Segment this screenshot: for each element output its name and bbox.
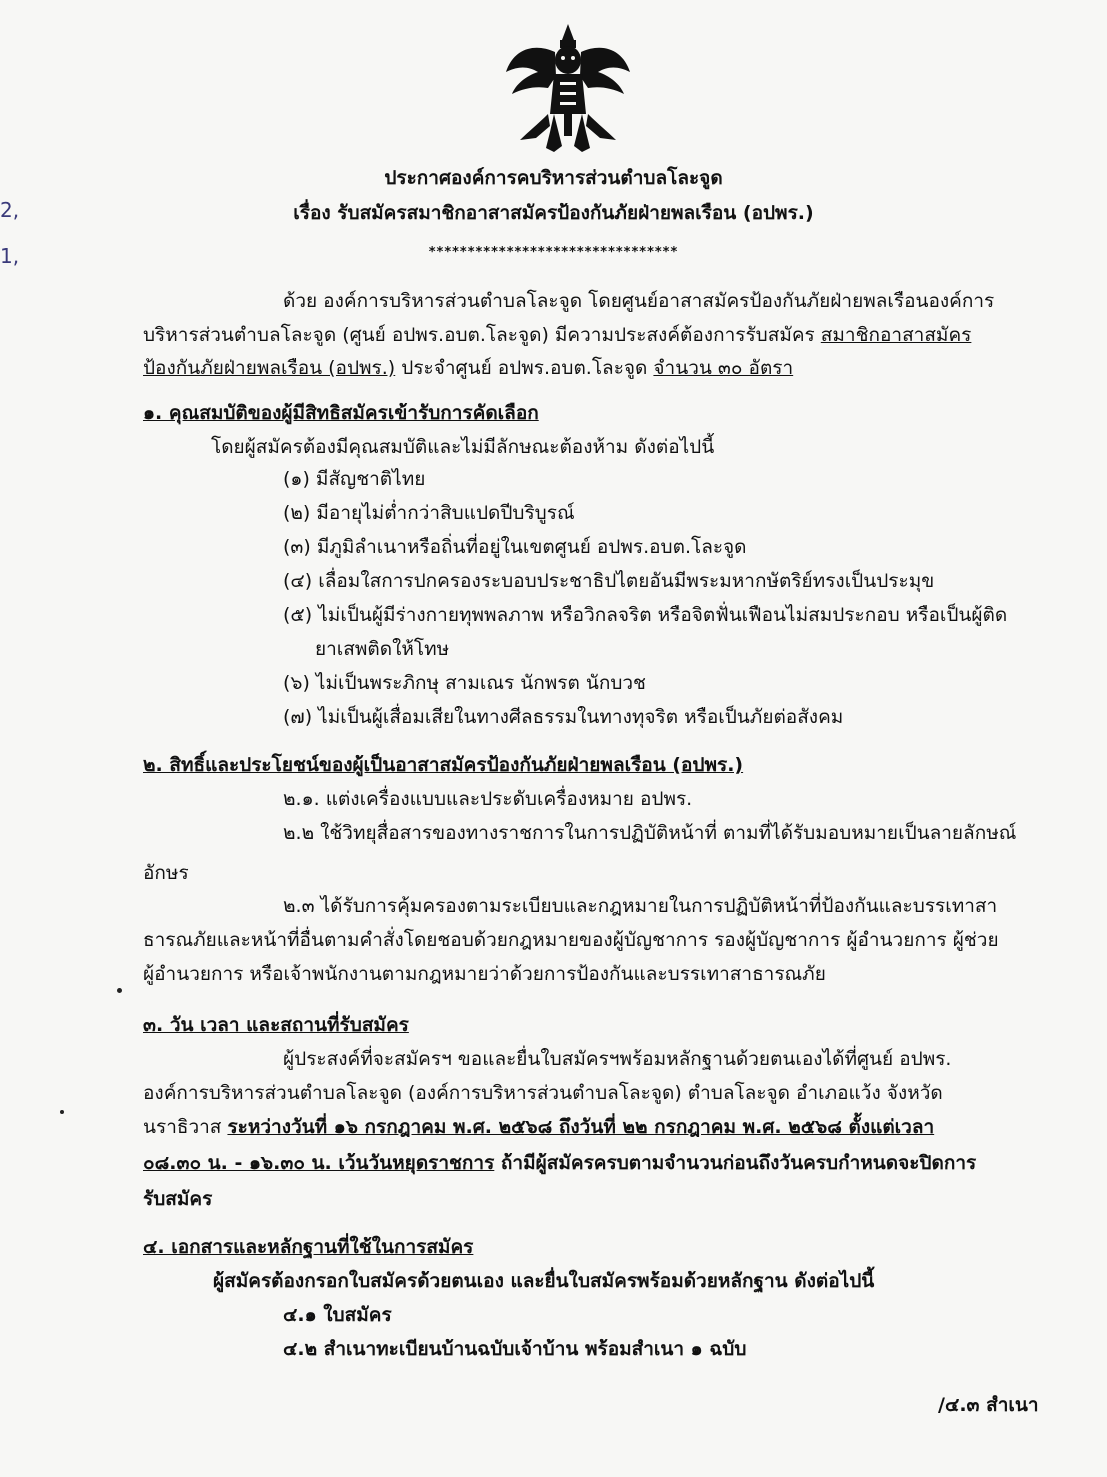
section-1-item-5: (๕) ไม่เป็นผู้มีร่างกายทุพพลภาพ หรือวิกลจริต หรือจิตฟั่นเฟือนไม่สมประกอบ หรือเป็นผู้ติด xyxy=(283,604,1008,626)
section-4-item-1: ๔.๑ ใบสมัคร xyxy=(283,1304,392,1326)
intro-line-3-underlined-2: จำนวน ๓๐ อัตรา xyxy=(653,357,794,379)
intro-line-3 xyxy=(143,355,793,381)
section-1-title: ๑. คุณสมบัติของผู้มีสิทธิสมัครเข้ารับการคัดเลือก xyxy=(143,402,539,424)
section-3-line-3 xyxy=(143,1114,934,1140)
section-1-item-4: (๔) เลื่อมใสการปกครองระบอบประชาธิปไตยอันมีพระมหากษัตริย์ทรงเป็นประมุข xyxy=(283,570,935,592)
header-title: ประกาศองค์การคบริหารส่วนตำบลโละจูด xyxy=(384,167,723,189)
header-separator: ******************************** xyxy=(428,245,679,260)
section-2-item-3-cont-2: ผู้อำนวยการ หรือเจ้าพนักงานตามกฎหมายว่าด้วยการป้องกันและบรรเทาสาธารณภัย xyxy=(143,963,826,985)
section-1-item-1: (๑) มีสัญชาติไทย xyxy=(283,468,426,490)
section-3-note: ถ้ามีผู้สมัครครบตามจำนวนก่อนถึงวันครบกำหนดจะปิดการ xyxy=(494,1152,977,1174)
header-subject: เรื่อง รับสมัครสมาชิกอาสาสมัครป้องกันภัยฝ่ายพลเรือน (อปพร.) xyxy=(293,202,814,224)
section-2-title: ๒. สิทธิ์และประโยชน์ของผู้เป็นอาสาสมัครป้องกันภัยฝ่ายพลเรือน (อปพร.) xyxy=(143,754,744,776)
intro-line-2 xyxy=(143,322,971,348)
section-4-item-2: ๔.๒ สำเนาทะเบียนบ้านฉบับเจ้าบ้าน พร้อมสำเนา ๑ ฉบับ xyxy=(283,1338,747,1360)
section-1-item-7: (๗) ไม่เป็นผู้เสื่อมเสียในทางศีลธรรมในทางทุจริต หรือเป็นภัยต่อสังคม xyxy=(283,706,844,728)
section-2-item-1: ๒.๑. แต่งเครื่องแบบและประดับเครื่องหมาย อปพร. xyxy=(283,788,693,810)
edge-mark-2: 1, xyxy=(0,244,20,268)
section-3-line-5: รับสมัคร xyxy=(143,1188,213,1210)
section-1-lead: โดยผู้สมัครต้องมีคุณสมบัติและไม่มีลักษณะต้องห้าม ดังต่อไปนี้ xyxy=(211,436,715,458)
section-3-line-4 xyxy=(143,1150,976,1176)
continuation-marker: /๔.๓ สำเนา xyxy=(938,1394,1039,1416)
section-1-item-2: (๒) มีอายุไม่ต่ำกว่าสิบแปดปีบริบูรณ์ xyxy=(283,502,575,524)
intro-line-1: ด้วย องค์การบริหารส่วนตำบลโละจูด โดยศูนย์อาสาสมัครป้องกันภัยฝ่ายพลเรือนองค์การ xyxy=(283,290,995,312)
section-2-item-2: ๒.๒ ใช้วิทยุสื่อสารของทางราชการในการปฏิบัติหน้าที่ ตามที่ได้รับมอบหมายเป็นลายลักษณ์ xyxy=(283,822,1017,844)
edge-mark-1: 2, xyxy=(0,198,20,222)
intro-line-2-text: บริหารส่วนตำบลโละจูด (ศูนย์ อปพร.อบต.โละจูด) มีความประสงค์ต้องการรับสมัคร xyxy=(143,324,821,346)
section-4-title: ๔. เอกสารและหลักฐานที่ใช้ในการสมัคร xyxy=(143,1236,474,1258)
section-3-title: ๓. วัน เวลา และสถานที่รับสมัคร xyxy=(143,1014,409,1036)
section-3-line-2: องค์การบริหารส่วนตำบลโละจูด (องค์การบริหารส่วนตำบลโละจูด) ตำบลโละจูด อำเภอแว้ง จังหวัด xyxy=(143,1082,943,1104)
section-3-line-1: ผู้ประสงค์ที่จะสมัครฯ ขอและยื่นใบสมัครฯพร้อมหลักฐานด้วยตนเองได้ที่ศูนย์ อปพร. xyxy=(283,1048,952,1070)
intro-line-2-underlined: สมาชิกอาสาสมัคร xyxy=(820,324,972,346)
section-2-item-3-cont-1: ธารณภัยและหน้าที่อื่นตามคำสั่งโดยชอบด้วยกฎหมายของผู้บัญชาการ รองผู้บัญชาการ ผู้อำนวยการ ผู้ช่วย xyxy=(143,929,999,951)
section-3-dates: ระหว่างวันที่ ๑๖ กรกฎาคม พ.ศ. ๒๕๖๘ ถึงวันที่ ๒๒ กรกฎาคม พ.ศ. ๒๕๖๘ ตั้งแต่เวลา xyxy=(227,1116,935,1138)
section-2-item-2-cont: อักษร xyxy=(143,862,189,884)
section-1-item-5-cont: ยาเสพติดให้โทษ xyxy=(315,638,450,660)
section-4-lead: ผู้สมัครต้องกรอกใบสมัครด้วยตนเอง และยื่นใบสมัครพร้อมด้วยหลักฐาน ดังต่อไปนี้ xyxy=(213,1270,875,1292)
ink-dot xyxy=(117,988,122,993)
section-2-item-3: ๒.๓ ได้รับการคุ้มครองตามระเบียบและกฎหมายในการปฏิบัติหน้าที่ป้องกันและบรรเทาสา xyxy=(283,895,998,917)
section-3-hours: ๐๘.๓๐ น. - ๑๖.๓๐ น. เว้นวันหยุดราชการ xyxy=(143,1152,495,1174)
section-3-line-3-text: นราธิวาส xyxy=(143,1116,228,1138)
section-1-item-3: (๓) มีภูมิลำเนาหรือถิ่นที่อยู่ในเขตศูนย์ อปพร.อบต.โละจูด xyxy=(283,536,747,558)
garuda-emblem-icon xyxy=(498,22,638,154)
intro-line-3-underlined-1: ป้องกันภัยฝ่ายพลเรือน (อปพร.) xyxy=(143,357,396,379)
intro-line-3-text: ประจำศูนย์ อปพร.อบต.โละจูด xyxy=(395,357,654,379)
ink-dot-2 xyxy=(60,1110,64,1114)
section-1-item-6: (๖) ไม่เป็นพระภิกษุ สามเณร นักพรต นักบวช xyxy=(283,672,646,694)
